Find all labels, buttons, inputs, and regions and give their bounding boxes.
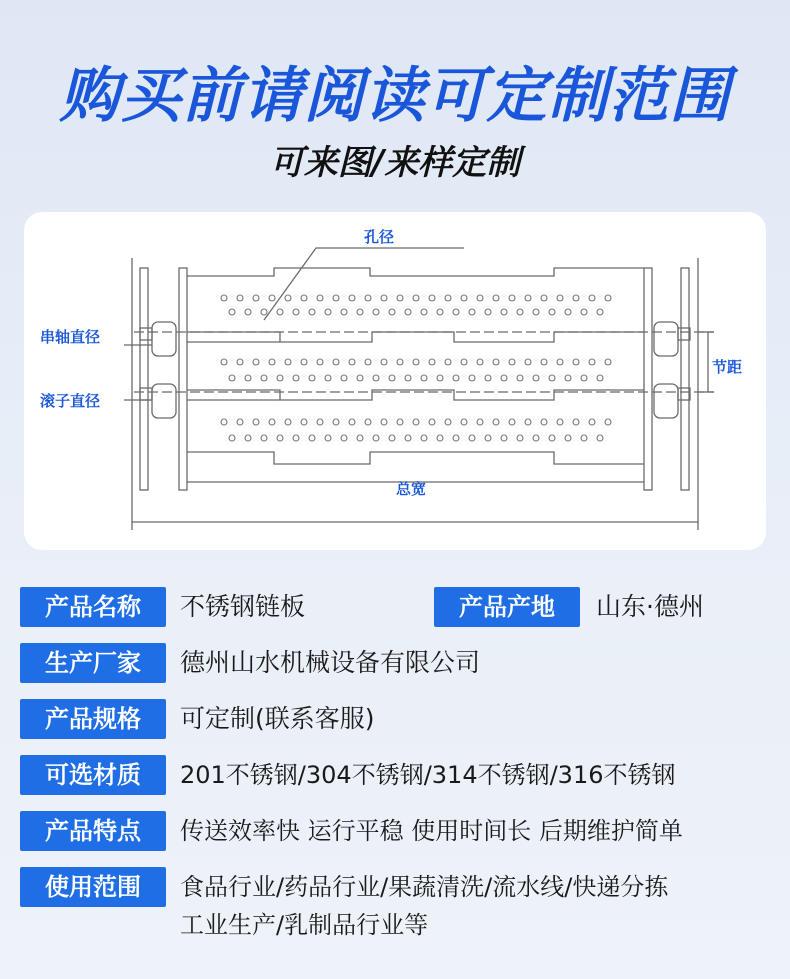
product-origin-value: 山东·德州 bbox=[596, 592, 704, 621]
product-name-label: 产品名称 bbox=[20, 587, 166, 627]
chain-plate-diagram bbox=[24, 212, 766, 550]
perforation-hole bbox=[365, 359, 371, 365]
left-shaft-end-top bbox=[140, 328, 152, 340]
perforation-hole bbox=[597, 435, 603, 441]
perforation-hole bbox=[269, 295, 275, 301]
perforation-hole bbox=[245, 435, 251, 441]
perforation-holes bbox=[221, 295, 611, 441]
perforation-hole bbox=[477, 359, 483, 365]
perforation-hole bbox=[397, 359, 403, 365]
perforation-hole bbox=[381, 295, 387, 301]
perforation-hole bbox=[309, 435, 315, 441]
chain-plate-drawing bbox=[24, 212, 766, 550]
perforation-hole bbox=[309, 309, 315, 315]
perforation-hole bbox=[301, 419, 307, 425]
perforation-hole bbox=[517, 309, 523, 315]
perforation-hole bbox=[469, 309, 475, 315]
feature-value: 传送效率快 运行平稳 使用时间长 后期维护简单 bbox=[180, 817, 683, 845]
perforation-hole bbox=[261, 435, 267, 441]
pitch-label: 节距 bbox=[712, 358, 743, 376]
perforation-hole bbox=[565, 309, 571, 315]
perforation-hole bbox=[389, 435, 395, 441]
perforation-hole bbox=[541, 419, 547, 425]
left-side-plate-outer bbox=[140, 268, 148, 490]
perforation-hole bbox=[549, 375, 555, 381]
left-side-plate-inner bbox=[179, 268, 187, 490]
spec-row-feature bbox=[20, 811, 780, 851]
perforation-hole bbox=[573, 359, 579, 365]
usage-label: 使用范围 bbox=[20, 867, 166, 907]
left-roller-top bbox=[152, 322, 176, 356]
perforation-hole bbox=[453, 435, 459, 441]
perforation-hole bbox=[293, 375, 299, 381]
perforation-hole bbox=[277, 309, 283, 315]
perforation-hole bbox=[493, 419, 499, 425]
perforation-hole bbox=[541, 359, 547, 365]
perforation-hole bbox=[277, 435, 283, 441]
perforation-hole bbox=[349, 359, 355, 365]
perforation-hole bbox=[445, 419, 451, 425]
perforation-hole bbox=[285, 295, 291, 301]
perforation-hole bbox=[309, 375, 315, 381]
feature-label: 产品特点 bbox=[20, 811, 166, 851]
perforation-hole bbox=[333, 359, 339, 365]
perforation-hole bbox=[261, 375, 267, 381]
perforation-hole bbox=[453, 309, 459, 315]
perforation-hole bbox=[525, 419, 531, 425]
perforation-hole bbox=[501, 375, 507, 381]
perforation-hole bbox=[381, 359, 387, 365]
perforation-hole bbox=[245, 375, 251, 381]
product-name-value: 不锈钢链板 bbox=[180, 592, 306, 621]
perforation-hole bbox=[597, 309, 603, 315]
perforation-hole bbox=[293, 435, 299, 441]
perforation-hole bbox=[565, 375, 571, 381]
perforation-hole bbox=[397, 419, 403, 425]
perforation-hole bbox=[445, 359, 451, 365]
perforation-hole bbox=[261, 309, 267, 315]
left-roller-bottom bbox=[152, 384, 176, 418]
perforation-hole bbox=[277, 375, 283, 381]
perforation-hole bbox=[501, 309, 507, 315]
product-origin-label: 产品产地 bbox=[434, 587, 580, 627]
perforation-hole bbox=[493, 359, 499, 365]
usage-value-line1: 食品行业/药品行业/果蔬清洗/流水线/快递分拣 bbox=[180, 873, 669, 901]
perforation-hole bbox=[373, 435, 379, 441]
perforation-hole bbox=[589, 359, 595, 365]
perforation-hole bbox=[485, 309, 491, 315]
perforation-hole bbox=[549, 435, 555, 441]
perforation-hole bbox=[373, 375, 379, 381]
perforation-hole bbox=[389, 375, 395, 381]
perforation-hole bbox=[341, 375, 347, 381]
perforation-hole bbox=[269, 419, 275, 425]
perforation-hole bbox=[365, 295, 371, 301]
perforation-hole bbox=[605, 359, 611, 365]
perforation-hole bbox=[221, 295, 227, 301]
spec-row-name-origin bbox=[20, 587, 780, 627]
perforation-hole bbox=[557, 359, 563, 365]
perforation-hole bbox=[381, 419, 387, 425]
perforation-hole bbox=[269, 359, 275, 365]
perforation-hole bbox=[325, 375, 331, 381]
perforation-hole bbox=[373, 309, 379, 315]
right-shaft-end-bottom bbox=[678, 388, 690, 400]
perforation-hole bbox=[389, 309, 395, 315]
perforation-hole bbox=[301, 295, 307, 301]
perforation-hole bbox=[325, 309, 331, 315]
perforation-hole bbox=[429, 295, 435, 301]
product-spec-value: 可定制(联系客服) bbox=[180, 704, 375, 733]
hole-diameter-label: 孔径 bbox=[364, 228, 395, 246]
manufacturer-label: 生产厂家 bbox=[20, 643, 166, 683]
perforation-hole bbox=[525, 295, 531, 301]
perforation-hole bbox=[357, 375, 363, 381]
perforation-hole bbox=[237, 295, 243, 301]
perforation-hole bbox=[349, 419, 355, 425]
spec-row-usage bbox=[20, 867, 780, 947]
perforation-hole bbox=[245, 309, 251, 315]
perforation-hole bbox=[341, 435, 347, 441]
shaft-diameter-label: 串轴直径 bbox=[40, 328, 101, 346]
perforation-hole bbox=[333, 419, 339, 425]
perforation-hole bbox=[317, 359, 323, 365]
perforation-hole bbox=[293, 309, 299, 315]
perforation-hole bbox=[485, 435, 491, 441]
perforation-hole bbox=[509, 359, 515, 365]
perforation-hole bbox=[421, 375, 427, 381]
perforation-hole bbox=[533, 375, 539, 381]
perforation-hole bbox=[605, 419, 611, 425]
perforation-hole bbox=[501, 435, 507, 441]
spec-row-maker bbox=[20, 643, 780, 683]
perforation-hole bbox=[437, 435, 443, 441]
perforation-hole bbox=[421, 309, 427, 315]
spec-row-material bbox=[20, 755, 780, 795]
perforation-hole bbox=[485, 375, 491, 381]
perforation-hole bbox=[597, 375, 603, 381]
left-shaft-end-bottom bbox=[140, 388, 152, 400]
plate-top-edge bbox=[187, 268, 644, 276]
perforation-hole bbox=[237, 359, 243, 365]
perforation-hole bbox=[429, 419, 435, 425]
perforation-hole bbox=[341, 309, 347, 315]
right-shaft-end-top bbox=[678, 328, 690, 340]
perforation-hole bbox=[453, 375, 459, 381]
perforation-hole bbox=[333, 295, 339, 301]
perforation-hole bbox=[253, 295, 259, 301]
perforation-hole bbox=[437, 309, 443, 315]
perforation-hole bbox=[461, 295, 467, 301]
perforation-hole bbox=[477, 295, 483, 301]
perforation-hole bbox=[469, 375, 475, 381]
perforation-hole bbox=[357, 309, 363, 315]
perforation-hole bbox=[317, 295, 323, 301]
perforation-hole bbox=[581, 435, 587, 441]
perforation-hole bbox=[365, 419, 371, 425]
perforation-hole bbox=[253, 359, 259, 365]
perforation-hole bbox=[445, 295, 451, 301]
perforation-hole bbox=[397, 295, 403, 301]
spec-row-spec bbox=[20, 699, 780, 739]
right-side-plate-outer bbox=[681, 268, 689, 490]
perforation-hole bbox=[237, 419, 243, 425]
perforation-hole bbox=[229, 309, 235, 315]
material-label: 可选材质 bbox=[20, 755, 166, 795]
usage-value-line2: 工业生产/乳制品行业等 bbox=[180, 911, 429, 939]
perforation-hole bbox=[533, 309, 539, 315]
perforation-hole bbox=[589, 419, 595, 425]
perforation-hole bbox=[461, 359, 467, 365]
roller-diameter-label: 滚子直径 bbox=[40, 392, 101, 410]
right-roller-top bbox=[654, 322, 678, 356]
perforation-hole bbox=[525, 359, 531, 365]
page-subtitle: 可来图/来样定制 bbox=[269, 143, 521, 183]
perforation-hole bbox=[349, 295, 355, 301]
perforation-hole bbox=[533, 435, 539, 441]
perforation-hole bbox=[437, 375, 443, 381]
perforation-hole bbox=[509, 295, 515, 301]
perforation-hole bbox=[317, 419, 323, 425]
total-width-label: 总宽 bbox=[396, 480, 427, 498]
perforation-hole bbox=[285, 359, 291, 365]
perforation-hole bbox=[469, 435, 475, 441]
perforation-hole bbox=[509, 419, 515, 425]
perforation-hole bbox=[557, 419, 563, 425]
perforation-hole bbox=[325, 435, 331, 441]
perforation-hole bbox=[405, 375, 411, 381]
perforation-hole bbox=[573, 419, 579, 425]
perforation-hole bbox=[557, 295, 563, 301]
perforation-hole bbox=[517, 435, 523, 441]
perforation-hole bbox=[405, 309, 411, 315]
perforation-hole bbox=[357, 435, 363, 441]
perforation-hole bbox=[541, 295, 547, 301]
plate-row1-bottom bbox=[187, 332, 644, 342]
manufacturer-value: 德州山水机械设备有限公司 bbox=[180, 648, 481, 677]
perforation-hole bbox=[221, 419, 227, 425]
product-spec-label: 产品规格 bbox=[20, 699, 166, 739]
perforation-hole bbox=[229, 435, 235, 441]
page-title: 购买前请阅读可定制范围 bbox=[59, 61, 731, 131]
perforation-hole bbox=[405, 435, 411, 441]
plate-bottom-edge bbox=[187, 452, 644, 464]
perforation-hole bbox=[517, 375, 523, 381]
perforation-hole bbox=[605, 295, 611, 301]
perforation-hole bbox=[221, 359, 227, 365]
perforation-hole bbox=[549, 309, 555, 315]
perforation-hole bbox=[413, 359, 419, 365]
perforation-hole bbox=[565, 435, 571, 441]
perforation-hole bbox=[301, 359, 307, 365]
perforation-hole bbox=[573, 295, 579, 301]
right-roller-bottom bbox=[654, 384, 678, 418]
perforation-hole bbox=[581, 375, 587, 381]
perforation-hole bbox=[421, 435, 427, 441]
perforation-hole bbox=[285, 419, 291, 425]
perforation-hole bbox=[429, 359, 435, 365]
material-value: 201不锈钢/304不锈钢/314不锈钢/316不锈钢 bbox=[180, 761, 676, 789]
perforation-hole bbox=[589, 295, 595, 301]
perforation-hole bbox=[229, 375, 235, 381]
perforation-hole bbox=[477, 419, 483, 425]
perforation-hole bbox=[253, 419, 259, 425]
perforation-hole bbox=[413, 419, 419, 425]
perforation-hole bbox=[493, 295, 499, 301]
perforation-hole bbox=[461, 419, 467, 425]
right-side-plate-inner bbox=[644, 268, 652, 490]
perforation-hole bbox=[581, 309, 587, 315]
perforation-hole bbox=[413, 295, 419, 301]
